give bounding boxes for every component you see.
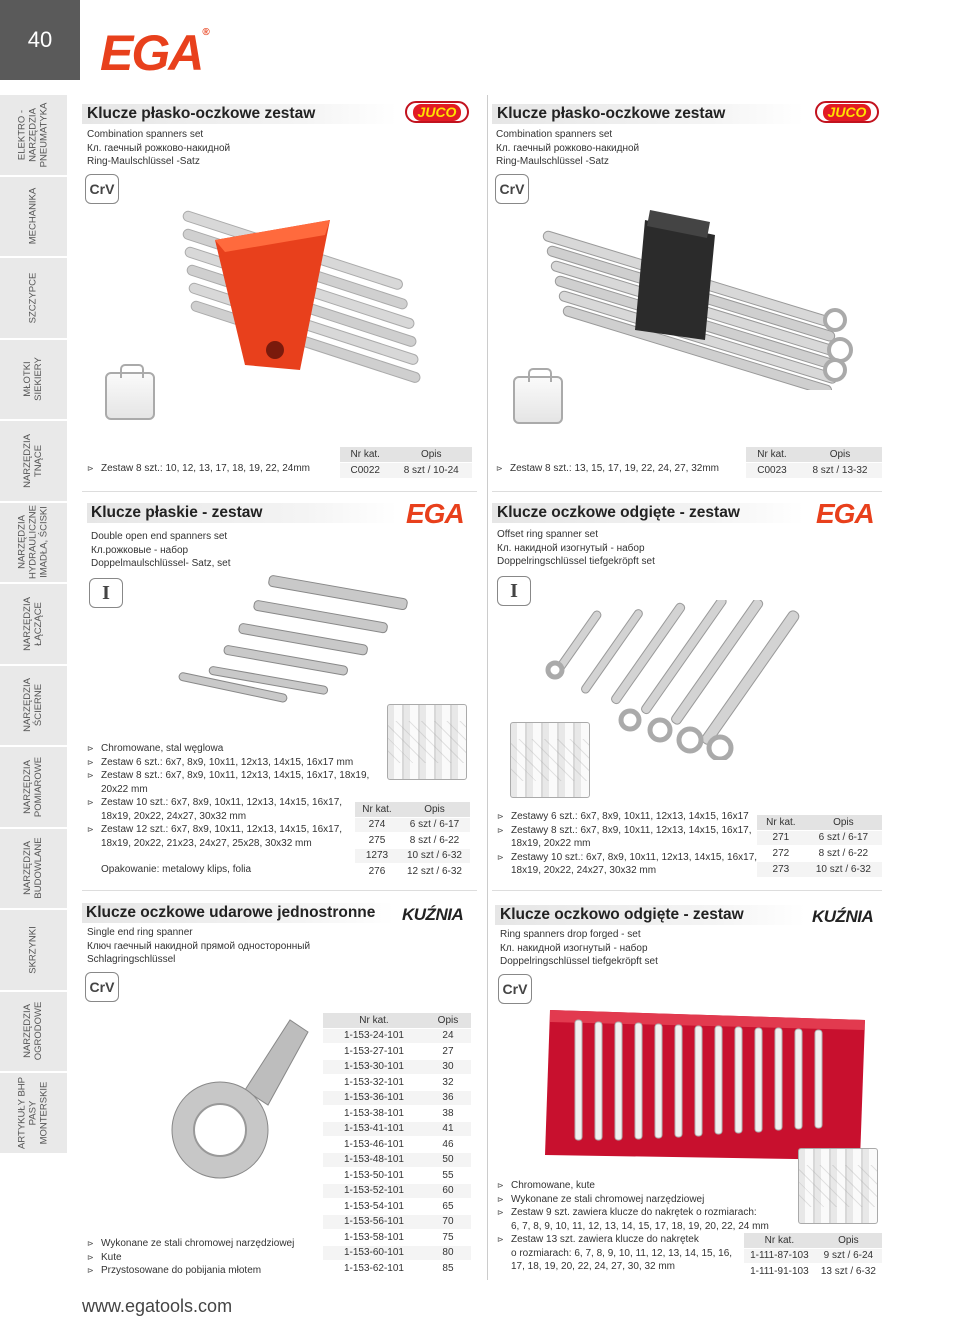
s5-th-opis: Opis	[425, 1013, 471, 1028]
s4-catalog-table	[757, 815, 882, 877]
description-cell: 9 szt / 6-24	[815, 1248, 882, 1264]
s4-clip-packaging	[510, 722, 590, 798]
table-row	[323, 1183, 471, 1199]
s1-bullets	[87, 462, 310, 476]
table-row	[323, 1261, 471, 1277]
column-divider	[487, 95, 488, 1280]
ega-logo	[100, 25, 208, 81]
bullet-continuation: 18x19, 20x22, 21x23, 24x27, 25x28, 30x32 mm	[101, 837, 312, 849]
sidebar-category-label: NARZĘDZIA TNĄCE	[21, 433, 44, 488]
s3-clip-packaging	[387, 704, 467, 780]
s5-desc-en: Single end ring spanner	[87, 927, 193, 938]
description-cell: 32	[425, 1075, 471, 1091]
bullet-item: ⊳ Zestaw 9 szt. zawiera klucze do nakrętek o rozmiarach:	[497, 1206, 769, 1220]
sidebar-category-label: SZCZYPCE	[27, 272, 39, 324]
catalog-number: 1-153-54-101	[323, 1199, 425, 1215]
bullet-item: ⊳ Zestawy 10 szt.: 6x7, 8x9, 10x11, 12x13, 14x15, 16x17,	[497, 851, 757, 865]
s1-crv-badge: CrV	[85, 174, 119, 204]
catalog-number: 1-153-41-101	[323, 1121, 425, 1137]
s3-open-spanners-illustration	[170, 560, 440, 720]
table-row	[323, 1137, 471, 1153]
table-row	[744, 1264, 882, 1280]
s5-brand: KUŹNIA	[402, 905, 464, 924]
table-row	[746, 462, 882, 478]
sidebar-category-label: SKRZYNKI	[27, 925, 39, 974]
sidebar-category-11[interactable]	[0, 992, 67, 1074]
s1-spanner-set-illustration	[155, 190, 455, 390]
description-cell: 6 szt / 6-17	[399, 817, 470, 833]
s6-catalog-table	[744, 1233, 882, 1279]
s3-standard-badge: I	[89, 578, 123, 608]
catalog-number: 271	[757, 830, 805, 846]
sidebar-category-12[interactable]	[0, 1073, 67, 1155]
bullet-continuation: 18x19, 20x22, 24x27, 30x32 mm	[101, 810, 247, 822]
description-cell: 10 szt / 6-32	[805, 861, 882, 877]
catalog-number: 1-111-91-103	[744, 1264, 815, 1280]
bullet-item: ⊳ Przystosowane do pobijania młotem	[87, 1264, 294, 1278]
description-cell: 70	[425, 1214, 471, 1230]
catalog-number: 1-153-62-101	[323, 1261, 425, 1277]
catalog-number: 1-153-56-101	[323, 1214, 425, 1230]
sidebar-category-1[interactable]	[0, 177, 67, 259]
separator	[82, 890, 477, 891]
table-row	[757, 861, 882, 877]
s2-description	[496, 128, 639, 169]
catalog-number: 275	[355, 833, 399, 849]
catalog-number: 1-153-27-101	[323, 1044, 425, 1060]
table-row	[323, 1044, 471, 1060]
table-row	[355, 848, 470, 864]
s1-desc-de: Ring-Maulschlüssel -Satz	[87, 156, 200, 167]
description-cell: 24	[425, 1028, 471, 1044]
description-cell: 8 szt / 10-24	[390, 462, 472, 478]
s5-product-image	[150, 1010, 310, 1185]
description-cell: 85	[425, 1261, 471, 1277]
sidebar-category-label: NARZĘDZIA OGRODOWE	[21, 1001, 44, 1061]
catalog-number: 273	[757, 861, 805, 877]
s6-desc-ru: Кл. накидной изогнутый - набор	[500, 942, 648, 954]
s4-brand: EGA	[816, 498, 874, 529]
s2-desc-de: Ring-Maulschlüssel -Satz	[496, 156, 609, 167]
sidebar-category-label: NARZĘDZIA ŁĄCZĄCE	[21, 596, 44, 651]
s1-th-nr: Nr kat.	[340, 447, 390, 462]
s2-brand: JUCO	[823, 104, 872, 121]
s4-bullets	[497, 810, 757, 878]
s6-clip-packaging	[798, 1148, 878, 1224]
s4-desc-de: Doppelringschlüssel tiefgekröpft set	[497, 556, 655, 567]
table-row	[323, 1152, 471, 1168]
s2-bullets	[496, 462, 719, 476]
s3-ega-logo	[406, 500, 464, 528]
separator	[492, 491, 882, 492]
bullet-item: ⊳ Zestaw 13 szt. zawiera klucze do nakrętek	[497, 1233, 769, 1247]
sidebar-category-3[interactable]	[0, 340, 67, 422]
s2-th-nr: Nr kat.	[746, 447, 798, 462]
sidebar-category-label: NARZĘDZIA ŚCIERNE	[21, 678, 44, 733]
table-row	[323, 1230, 471, 1246]
s2-bullet: ⊳ Zestaw 8 szt.: 13, 15, 17, 19, 22, 24, 27, 32mm	[496, 462, 719, 476]
description-cell: 55	[425, 1168, 471, 1184]
s5-th-nr: Nr kat.	[323, 1013, 425, 1028]
catalog-number: 272	[757, 846, 805, 862]
s2-spanner-set-illustration	[535, 190, 875, 390]
description-cell: 46	[425, 1137, 471, 1153]
description-cell: 41	[425, 1121, 471, 1137]
s3-title: Klucze płaskie - zestaw	[91, 504, 263, 521]
sidebar-category-4[interactable]	[0, 421, 67, 503]
page-number: 40	[0, 0, 80, 80]
s2-crv-badge: CrV	[495, 174, 529, 204]
description-cell: 13 szt / 6-32	[815, 1264, 882, 1280]
s1-catalog-table	[340, 447, 472, 478]
trademark: ®	[202, 27, 208, 38]
catalog-number: C0023	[746, 462, 798, 478]
catalog-number: 1-153-58-101	[323, 1230, 425, 1246]
sidebar-category-10[interactable]	[0, 910, 67, 992]
description-cell: 30	[425, 1059, 471, 1075]
table-row	[323, 1028, 471, 1044]
s6-description	[500, 928, 658, 969]
table-row	[744, 1248, 882, 1264]
bullet-item: ⊳ Wykonane ze stali chromowej narzędziowej	[87, 1237, 294, 1251]
s1-desc-ru: Кл. гаечный рожково-накидной	[87, 142, 231, 154]
s1-juco-logo	[405, 101, 469, 123]
s6-desc-de: Doppelringschlüssel tiefgekröpft set	[500, 956, 658, 967]
s1-desc-en: Combination spanners set	[87, 129, 204, 140]
description-cell: 10 szt / 6-32	[399, 848, 470, 864]
catalog-number: 276	[355, 864, 399, 880]
catalog-number: 1-153-46-101	[323, 1137, 425, 1153]
s3-th-opis: Opis	[399, 802, 470, 817]
bullet-continuation: 17, 18, 19, 20, 22, 24, 27, 30, 32 mm	[511, 1261, 675, 1272]
s6-th-nr: Nr kat.	[744, 1233, 815, 1248]
bullet-continuation: 20x22 mm	[101, 783, 148, 795]
s4-desc-en: Offset ring spanner set	[497, 529, 598, 540]
s5-title: Klucze oczkowe udarowe jednostronne	[86, 904, 376, 921]
sidebar-category-label: MECHANIKA	[27, 188, 39, 245]
s2-th-opis: Opis	[798, 447, 882, 462]
sidebar-category-2[interactable]	[0, 258, 67, 340]
catalog-number: 1-153-50-101	[323, 1168, 425, 1184]
s6-desc-en: Ring spanners drop forged - set	[500, 929, 641, 940]
s6-product-image	[540, 1000, 870, 1170]
bullet-continuation: 6, 7, 8, 9, 10, 11, 12, 13, 14, 15, 17, 18, 19, 20, 22, 24 mm	[511, 1220, 769, 1232]
catalog-number: 1-153-24-101	[323, 1028, 425, 1044]
sidebar-category-label: MŁOTKI SIEKIERY	[21, 357, 44, 402]
sidebar-category-label: NARZĘDZIA POMIAROWE	[21, 756, 44, 817]
bullet-item: ⊳ Zestaw 12 szt.: 6x7, 8x9, 10x11, 12x13, 14x15, 16x17,	[87, 823, 369, 837]
catalog-number: C0022	[340, 462, 390, 478]
sidebar-category-label: NARZĘDZIA HYDRAULICZNE IMADŁA, ŚCISKI	[16, 505, 49, 580]
table-row	[355, 833, 470, 849]
sidebar-category-8[interactable]	[0, 747, 67, 829]
description-cell: 8 szt / 6-22	[805, 846, 882, 862]
separator	[82, 491, 477, 492]
description-cell: 6 szt / 6-17	[805, 830, 882, 846]
s4-desc-ru: Кл. накидной изогнутый - набор	[497, 542, 645, 554]
description-cell: 60	[425, 1183, 471, 1199]
s5-desc-ru: Ключ гаечный накидной прямой односторонный	[87, 940, 311, 952]
s2-juco-logo	[815, 101, 879, 123]
sidebar-category-label: ELEKTRO - NARZĘDZIA PNEUMATYKA	[16, 102, 49, 168]
s5-catalog-table	[323, 1013, 471, 1276]
description-cell: 65	[425, 1199, 471, 1215]
bullet-item: ⊳ Kute	[87, 1251, 294, 1265]
catalog-number: 1-111-87-103	[744, 1248, 815, 1264]
bullet-item: ⊳ Chromowane, kute	[497, 1179, 769, 1193]
table-row	[323, 1121, 471, 1137]
s5-desc-de: Schlagringschlüssel	[87, 954, 176, 965]
table-row	[757, 846, 882, 862]
s4-th-nr: Nr kat.	[757, 815, 805, 830]
s5-striking-spanner-illustration	[150, 1010, 310, 1185]
sidebar-category-label: ARTYKUŁY BHP PASY MONTERSKIE	[16, 1076, 49, 1149]
s2-desc-en: Combination spanners set	[496, 129, 613, 140]
sidebar-category-6[interactable]	[0, 584, 67, 666]
s1-th-opis: Opis	[390, 447, 472, 462]
table-row	[757, 830, 882, 846]
description-cell: 75	[425, 1230, 471, 1246]
bullet-item: ⊳ Wykonane ze stali chromowej narzędziowej	[497, 1193, 769, 1207]
bullet-continuation: o rozmiarach: 6, 7, 8, 9, 10, 11, 12, 13, 14, 15, 16,	[511, 1247, 733, 1259]
description-cell: 8 szt / 13-32	[798, 462, 882, 478]
table-row	[340, 462, 472, 478]
table-row	[323, 1245, 471, 1261]
s6-bullets	[497, 1179, 769, 1274]
s3-bullets	[87, 742, 369, 850]
table-row	[323, 1090, 471, 1106]
table-row	[323, 1199, 471, 1215]
table-row	[323, 1106, 471, 1122]
table-row	[355, 864, 470, 880]
s3-product-image	[170, 560, 440, 720]
bullet-item: ⊳ Zestawy 8 szt.: 6x7, 8x9, 10x11, 12x13, 14x15, 16x17,	[497, 824, 757, 838]
s4-th-opis: Opis	[805, 815, 882, 830]
s4-description	[497, 528, 655, 569]
catalog-number: 1273	[355, 848, 399, 864]
s5-bullets	[87, 1237, 294, 1278]
bullet-continuation: 18x19, 20x22, 24x27, 30x32 mm	[511, 865, 657, 876]
s3-desc-en: Double open end spanners set	[91, 531, 228, 542]
s6-kuznia-logo	[812, 908, 873, 925]
s1-product-image	[155, 190, 455, 390]
separator	[492, 890, 882, 891]
description-cell: 27	[425, 1044, 471, 1060]
s5-description	[87, 926, 310, 967]
s3-brand: EGA	[406, 498, 464, 529]
bullet-continuation: 18x19, 20x22 mm	[511, 838, 591, 849]
table-row	[323, 1059, 471, 1075]
sidebar-category-label: NARZĘDZIA BUDOWLANE	[21, 837, 44, 899]
s6-title: Klucze oczkowo odgięte - zestaw	[500, 906, 744, 923]
s5-kuznia-logo	[402, 906, 463, 923]
brand-name: EGA	[100, 25, 203, 81]
category-sidebar	[0, 95, 67, 1155]
sidebar-category-7[interactable]	[0, 666, 67, 748]
bullet-item: ⊳ Zestaw 10 szt.: 6x7, 8x9, 10x11, 12x13, 14x15, 16x17,	[87, 796, 369, 810]
catalog-number: 1-153-32-101	[323, 1075, 425, 1091]
s5-crv-badge: CrV	[85, 972, 119, 1002]
catalog-number: 274	[355, 817, 399, 833]
s1-title: Klucze płasko-oczkowe zestaw	[87, 105, 316, 122]
table-row	[323, 1214, 471, 1230]
sidebar-category-0[interactable]	[0, 95, 67, 177]
s3-desc-ru: Кл.рожковые - набор	[91, 544, 189, 556]
bullet-item: ⊳ Chromowane, stal węglowa	[87, 742, 369, 756]
s2-product-image	[535, 190, 875, 390]
s3-catalog-table	[355, 802, 470, 879]
catalog-number: 1-153-52-101	[323, 1183, 425, 1199]
sidebar-category-5[interactable]	[0, 503, 67, 585]
catalog-number: 1-153-30-101	[323, 1059, 425, 1075]
catalog-number: 1-153-48-101	[323, 1152, 425, 1168]
description-cell: 36	[425, 1090, 471, 1106]
bullet-item: ⊳ Zestawy 6 szt.: 6x7, 8x9, 10x11, 12x13, 14x15, 16x17	[497, 810, 757, 824]
s2-desc-ru: Кл. гаечный рожково-накидной	[496, 142, 640, 154]
table-row	[323, 1168, 471, 1184]
s6-th-opis: Opis	[815, 1233, 882, 1248]
s3-packaging: Opakowanie: metalowy klips, folia	[101, 864, 252, 875]
s2-packaging-icon	[513, 376, 563, 424]
s1-bullet: ⊳ Zestaw 8 szt.: 10, 12, 13, 17, 18, 19, 22, 24mm	[87, 462, 310, 476]
description-cell: 38	[425, 1106, 471, 1122]
catalog-number: 1-153-36-101	[323, 1090, 425, 1106]
s3-th-nr: Nr kat.	[355, 802, 399, 817]
description-cell: 50	[425, 1152, 471, 1168]
bullet-item: ⊳ Zestaw 6 szt.: 6x7, 8x9, 10x11, 12x13, 14x15, 16x17 mm	[87, 756, 369, 770]
sidebar-category-9[interactable]	[0, 829, 67, 911]
s1-description	[87, 128, 230, 169]
website-url[interactable]: www.egatools.com	[82, 1296, 233, 1316]
s2-catalog-table	[746, 447, 882, 478]
s6-brand: KUŹNIA	[812, 907, 874, 926]
description-cell: 12 szt / 6-32	[399, 864, 470, 880]
description-cell: 8 szt / 6-22	[399, 833, 470, 849]
s1-brand: JUCO	[413, 104, 462, 121]
table-row	[355, 817, 470, 833]
table-row	[323, 1075, 471, 1091]
s6-spanner-roll-illustration	[540, 1000, 870, 1170]
s4-ega-logo	[816, 500, 874, 528]
description-cell: 80	[425, 1245, 471, 1261]
s1-packaging-icon	[105, 372, 155, 420]
s3-desc-de: Doppelmaulschlüssel- Satz, set	[91, 558, 231, 569]
bullet-item: ⊳ Zestaw 8 szt.: 6x7, 8x9, 10x11, 12x13, 14x15, 16x17, 18x19,	[87, 769, 369, 783]
s4-standard-badge: I	[497, 576, 531, 606]
catalog-number: 1-153-60-101	[323, 1245, 425, 1261]
catalog-number: 1-153-38-101	[323, 1106, 425, 1122]
s4-title: Klucze oczkowe odgięte - zestaw	[497, 504, 740, 521]
s6-crv-badge: CrV	[498, 974, 532, 1004]
s2-title: Klucze płasko-oczkowe zestaw	[497, 105, 726, 122]
